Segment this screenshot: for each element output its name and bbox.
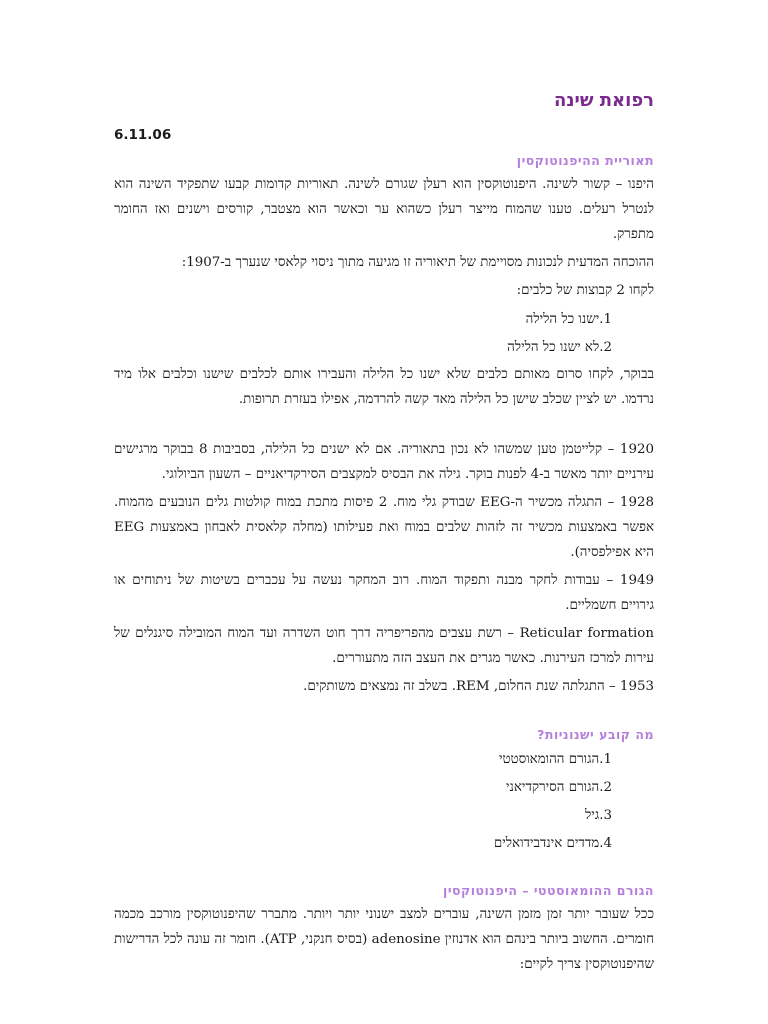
paragraph: ככל שעובר יותר זמן מזמן השינה, עוברים למצב ישנוני יותר ויותר. מתברר שהיפנוטוקסין מורכב מכמה חומרים. החשוב ביותר בינהם הוא אדנוזין adenosine (בסיס חנקני, ATP). חומר זה עונה לכל הדרישות שהיפנוטוקסין צריך לקיים: xyxy=(114,907,654,972)
paragraph: לקחו 2 קבוצות של כלבים: xyxy=(516,283,654,298)
list-item: 2.הגורם הסירקדיאני xyxy=(506,780,612,795)
list-item: 3.גיל xyxy=(585,808,612,823)
section-heading-sleepiness-factors: מה קובע ישנוניות? xyxy=(537,727,654,742)
spacer xyxy=(114,858,654,880)
spacer xyxy=(114,415,654,437)
lecture-date: 6.11.06 xyxy=(114,127,172,143)
list-item: 2.לא ישנו כל הלילה xyxy=(507,340,612,355)
section-heading-hypnotoxin-theory: תאוריית ההיפנוטוקסין xyxy=(516,153,654,168)
history-paragraph: 1949 – עבודות לחקר מבנה ותפקוד המוח. רוב המחקר נעשה על עכברים בשיטות של ניתוחים או גירויים חשמליים. xyxy=(114,573,654,613)
section-heading-homeostatic-factor: הגורם ההומאוסטטי – היפנוטוקסין xyxy=(443,883,654,898)
history-paragraph: 1953 – התגלתה שנת החלום, REM. בשלב זה נמצאים משותקים. xyxy=(303,679,654,694)
list-item: 1.הגורם ההומאוסטטי xyxy=(498,752,612,767)
list-item: 4.מדדים אינדבידואלים xyxy=(493,836,612,851)
spacer xyxy=(114,702,654,724)
experiment-groups-list xyxy=(114,306,654,362)
history-paragraph: Reticular formation – רשת עצבים מהפריפריה דרך חוט השדרה ועד המוח המובילה סיגנלים של עירות למרכז העירנות. כאשר מגרים את העצב הזה מתעוררים. xyxy=(114,626,654,666)
history-paragraph: 1920 – קלייטמן טען שמשהו לא נכון בתאוריה. אם לא ישנים כל הלילה, בסביבות 8 בבוקר מרגישים עירניים יותר מאשר ב-4 לפנות בוקר. גילה את הבסיס למקצבים הסירקדיאניים – השעון הביולוגי. xyxy=(114,442,654,482)
history-paragraph: 1928 – התגלה מכשיר ה-EEG שבודק גלי מוח. 2 פיסות מתכת במוח קולטות גלים הנובעים מהמוח. אפשר באמצעות מכשיר זה לזהות שלבים במוח ואת פעילותו (מחלה קלאסית לאבחון באמצעות EEG היא אפילפסיה). xyxy=(114,495,654,560)
sleepiness-factors-list xyxy=(114,746,654,858)
paragraph: ההוכחה המדעית לנכונות מסויימת של תיאוריה זו מגיעה מתוך ניסוי קלאסי שנערך ב-1907: xyxy=(181,255,654,270)
list-item: 1.ישנו כל הלילה xyxy=(525,312,612,327)
paragraph: בבוקר, לקחו סרום מאותם כלבים שלא ישנו כל הלילה והעבירו אותם לכלבים שישנו וכלבים אלו מיד נרדמו. יש לציין שכלב שישן כל הלילה מאד קשה להרדמה, אפילו בעזרת תרופות. xyxy=(114,367,654,407)
document-content xyxy=(114,86,654,980)
paragraph: היפנו – קשור לשינה. היפנוטוקסין הוא רעלן שגורם לשינה. תאוריות קדומות קבעו שתפקיד השינה הוא לנטרל רעלים. טענו שהמוח מייצר רעלן כשהוא ער וכאשר הוא מצטבר, קורסים וישנים ואז החומר מתפרק. xyxy=(114,177,654,242)
page-title: רפואת שינה xyxy=(554,90,654,111)
